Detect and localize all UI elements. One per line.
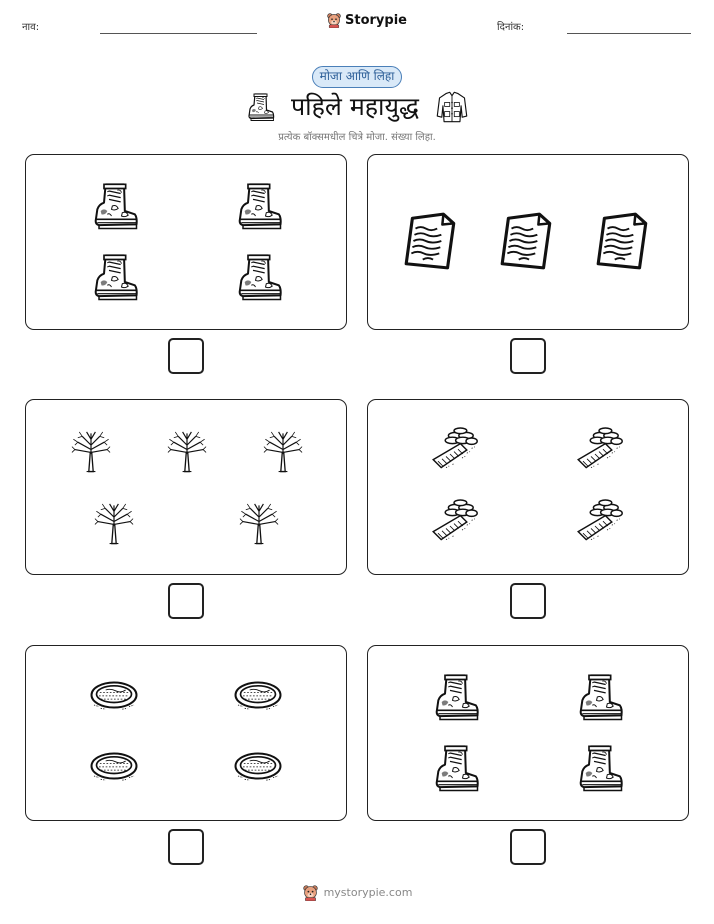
- document-icon: [496, 210, 558, 272]
- sandbag-trench-icon: [573, 426, 625, 474]
- date-field[interactable]: [567, 33, 691, 34]
- page-title: पहिले महायुद्ध: [290, 92, 420, 121]
- title-row: [0, 90, 714, 124]
- sandbag-trench-icon: [573, 498, 625, 546]
- answer-box-5[interactable]: [168, 829, 204, 865]
- document-icon: [400, 210, 462, 272]
- boot-icon: [233, 181, 283, 231]
- answer-box-3[interactable]: [168, 583, 204, 619]
- name-field[interactable]: [100, 33, 257, 34]
- name-label: नाव:: [22, 22, 40, 33]
- boot-icon: [574, 672, 624, 722]
- boot-icon: [89, 252, 139, 302]
- tree-icon: [237, 497, 281, 549]
- footer-link[interactable]: mystorypie.com: [323, 886, 413, 899]
- date-label: दिनांक:: [497, 22, 525, 33]
- answer-box-1[interactable]: [168, 338, 204, 374]
- boot-icon: [233, 252, 283, 302]
- boot-icon: [430, 743, 480, 793]
- crater-icon: [85, 670, 143, 720]
- count-box-6: [367, 645, 689, 821]
- count-box-1: [25, 154, 347, 330]
- boot-icon: [430, 672, 480, 722]
- activity-tag: मोजा आणि लिहा: [312, 66, 402, 88]
- crater-icon: [85, 741, 143, 791]
- jacket-icon: [435, 90, 469, 124]
- answer-box-2[interactable]: [510, 338, 546, 374]
- answer-box-6[interactable]: [510, 829, 546, 865]
- tree-icon: [92, 497, 136, 549]
- instruction-text: प्रत्येक बॉक्समधील चित्रे मोजा. संख्या लिहा.: [278, 132, 436, 143]
- boot-icon: [574, 743, 624, 793]
- boot-icon: [245, 92, 275, 122]
- sandbag-trench-icon: [428, 426, 480, 474]
- crater-icon: [229, 670, 287, 720]
- tree-icon: [165, 426, 209, 476]
- count-box-5: [25, 645, 347, 821]
- answer-box-4[interactable]: [510, 583, 546, 619]
- bear-icon: [326, 12, 342, 28]
- tree-icon: [69, 426, 113, 476]
- document-icon: [592, 210, 654, 272]
- boot-icon: [89, 181, 139, 231]
- crater-icon: [229, 741, 287, 791]
- count-box-4: [367, 399, 689, 575]
- brand-name: Storypie: [345, 12, 407, 28]
- bear-icon: [302, 884, 319, 901]
- sandbag-trench-icon: [428, 498, 480, 546]
- footer: [0, 884, 714, 901]
- tree-icon: [261, 426, 305, 476]
- brand-logo: [326, 12, 407, 28]
